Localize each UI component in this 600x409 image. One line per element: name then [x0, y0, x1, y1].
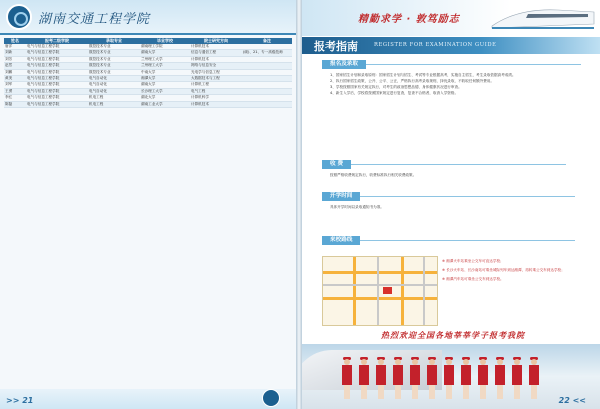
column-header: 报考二级学院	[26, 38, 88, 44]
map-road	[323, 271, 437, 274]
table-cell: 湖南大学	[140, 82, 190, 88]
attendant-figure	[342, 359, 352, 399]
header-divider	[0, 33, 296, 35]
paragraph: 按照严格收费规定执行，收费标准执行相关收费政策。	[330, 173, 417, 177]
table-cell: 电气与信息工程学院	[26, 44, 88, 50]
table-cell: 李红	[4, 95, 26, 101]
attendant-figure	[410, 359, 420, 399]
section-route: 来校路线	[322, 236, 360, 245]
right-header	[302, 0, 600, 36]
table-cell: 湘潭大学	[140, 76, 190, 82]
map-road	[353, 257, 356, 325]
table-cell: 网络与信息安全	[190, 63, 242, 69]
table-cell: 电气与信息工程学院	[26, 69, 88, 75]
route-note: ※ 长沙火车站、长沙南站可乘坐城际列车到达湘潭，再转乘公交车到达学校；	[442, 268, 565, 272]
section-admission: 报名及录取	[322, 60, 366, 69]
table-cell: 湖北大学	[140, 95, 190, 101]
paragraph: 3、学校按照国家有关规定执行，对考生的政治思想品德、身体健康状况进行审查。	[330, 85, 462, 89]
page-title-english: REGISTER FOR EXAMINATION GUIDE	[374, 42, 497, 48]
school-logo-icon	[6, 4, 32, 30]
table-cell: 中南大学	[140, 69, 190, 75]
table-cell: 兰州理工大学	[140, 56, 190, 62]
route-notes	[442, 258, 592, 285]
table-cell: 计算机技术	[190, 44, 242, 50]
table-cell: 电气自动化	[88, 76, 140, 82]
table-cell: 数控技术专业	[88, 50, 140, 56]
table-cell: 机电工程	[88, 101, 140, 107]
map-street	[377, 257, 379, 325]
paragraph: 具体开学时间以录取通知书为准。	[330, 205, 384, 209]
attendant-figure	[461, 359, 471, 399]
table-cell: 数控技术专业	[88, 63, 140, 69]
right-page	[302, 0, 600, 409]
table-cell: 电气与信息工程学院	[26, 101, 88, 107]
route-note: ※ 湘潭火车站乘坐公交车可直达学校；	[442, 259, 504, 263]
table-cell	[242, 101, 292, 107]
welcome-banner: 热烈欢迎全国各地莘莘学子报考我院	[381, 331, 525, 340]
table-cell: 刘鹏	[4, 69, 26, 75]
left-page	[0, 0, 296, 409]
table-cell: 陈磊	[4, 101, 26, 107]
section-school-start: 开学时间	[322, 192, 360, 201]
table-cell: 数控技术专业	[88, 69, 140, 75]
table-cell: 数控技术专业	[88, 44, 140, 50]
table-cell: 黄美	[4, 76, 26, 82]
attendant-figure	[529, 359, 539, 399]
table-cell: 信息与通信工程	[190, 50, 242, 56]
table-cell: 唐洋	[4, 44, 26, 50]
table-cell: 电气自动化	[88, 88, 140, 94]
page-title: 报考指南	[314, 40, 358, 53]
table-cell: 光电学与信息工程	[190, 69, 242, 75]
train-image	[302, 350, 442, 390]
attendants-photo	[302, 344, 600, 409]
table-cell: 数控技术专业	[88, 56, 140, 62]
map-road	[401, 257, 404, 325]
table-cell: 计算机技术	[190, 101, 242, 107]
map-road	[323, 297, 437, 300]
high-speed-train-icon	[488, 2, 598, 34]
attendant-figure	[359, 359, 369, 399]
table-cell: 电气与信息工程学院	[26, 56, 88, 62]
table-cell: 电气与信息工程学院	[26, 76, 88, 82]
attendant-figure	[376, 359, 386, 399]
table-row	[4, 50, 292, 56]
attendant-figure	[495, 359, 505, 399]
table-cell: 机电工程	[88, 95, 140, 101]
table-cell: 兰州理工大学	[140, 63, 190, 69]
table-cell: 电气与信息工程学院	[26, 95, 88, 101]
section-fees: 收 费	[322, 160, 351, 169]
page-number-right: 22 <<	[558, 396, 586, 405]
table-cell: 王勇	[4, 88, 26, 94]
table-cell: 湖南理工学院	[140, 44, 190, 50]
route-map	[322, 256, 438, 326]
table-cell: (硕)、21、专一高级技师	[242, 50, 292, 56]
table-row	[4, 101, 292, 107]
table-cell: 大数据技术与工程	[190, 76, 242, 82]
table-cell: 电气与信息工程学院	[26, 63, 88, 69]
column-header: 备注	[242, 38, 292, 44]
school-location-marker-icon	[383, 287, 392, 294]
page-number-left: >> 21	[6, 396, 34, 405]
route-note: ※ 湘潭汽车站可乘坐公交车到达学校。	[442, 277, 504, 281]
attendant-figure	[393, 359, 403, 399]
attendant-figure	[444, 359, 454, 399]
school-name: 湖南交通工程学院	[38, 12, 151, 27]
table-cell: 电气与信息工程学院	[26, 50, 88, 56]
table-cell: 电气与信息工程学院	[26, 82, 88, 88]
left-footer	[0, 389, 296, 409]
column-header: 毕业学校	[140, 38, 190, 44]
column-header: 录取专业	[88, 38, 140, 44]
column-header: 院士研究方向	[190, 38, 242, 44]
fees-text	[322, 172, 584, 184]
map-street	[323, 284, 437, 286]
admission-text	[322, 72, 584, 154]
paragraph: 4、新生入学后，学校将按照国家规定进行复查，复查不合格者，取消入学资格。	[330, 91, 459, 95]
table-cell: 湖南工业大学	[140, 101, 190, 107]
attendant-figure	[512, 359, 522, 399]
table-cell: 湖南大学	[140, 50, 190, 56]
column-header: 姓名	[4, 38, 26, 44]
table-cell: 计算机技术	[190, 56, 242, 62]
table-cell: 长沙理工大学	[140, 88, 190, 94]
table-cell: 计算机工程	[190, 82, 242, 88]
paragraph: 1、国家招生计划和录取原则：国家招生计划与招生、考试等专业根据高考，实施自主招生，考生录取依据高考成绩。	[330, 73, 516, 77]
left-header	[0, 0, 296, 34]
slogan: 精勤求学 · 敦笃励志	[358, 14, 460, 25]
attendant-figure	[427, 359, 437, 399]
paragraph: 2、执行国家招生政策，公开、公平、公正，严格执行高考录取规则，择优录取，不收取任何额外费用。	[330, 79, 495, 83]
table-cell: 计算机科学	[190, 95, 242, 101]
footer-logo-icon	[262, 389, 280, 407]
table-cell: 电气自动化	[88, 82, 140, 88]
school-start-text	[322, 204, 584, 216]
table-cell: 刘新	[4, 50, 26, 56]
staff-table	[4, 38, 292, 108]
map-street	[423, 257, 425, 325]
table-cell: 电气与信息工程学院	[26, 88, 88, 94]
table-cell: 刘军	[4, 82, 26, 88]
table-cell: 电气工程	[190, 88, 242, 94]
table-cell: 刘芳	[4, 56, 26, 62]
table-cell: 赵然	[4, 63, 26, 69]
attendant-figure	[478, 359, 488, 399]
